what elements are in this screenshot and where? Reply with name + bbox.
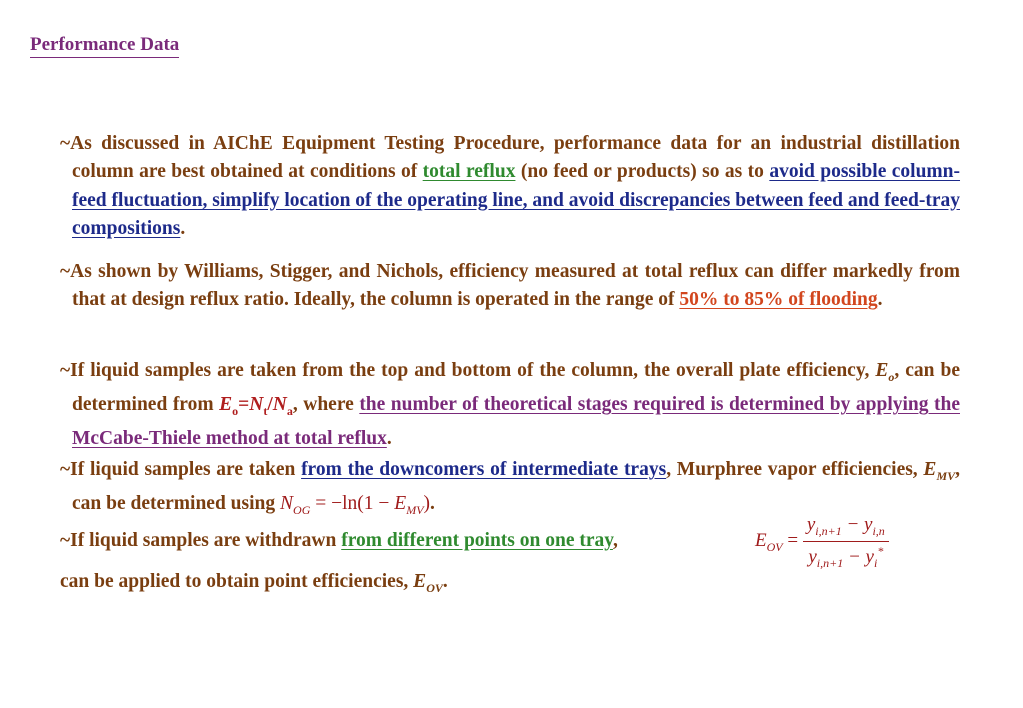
p3-mid1: , can be determined from bbox=[72, 360, 960, 416]
p4-lead: ~If liquid samples are taken bbox=[60, 459, 302, 480]
p2-lead: ~As shown by Williams, Stigger, and Nichols, efficiency measured at total reflux can differ markedly from that at design reflux ratio. Ideally, the column is operated in the range of bbox=[60, 261, 960, 311]
eov-fraction bbox=[803, 514, 889, 571]
paragraph-flooding bbox=[60, 258, 960, 315]
eov-denominator: $y_{i,n+1} - y_i^*$ bbox=[808, 543, 884, 570]
p1-end: . bbox=[180, 217, 186, 239]
eov-symbol: $E_{OV}$ bbox=[413, 571, 443, 595]
p5-end: , bbox=[612, 530, 618, 551]
p3-mid2: , where bbox=[292, 394, 360, 416]
p4-mid1: , Murphree vapor efficiencies, bbox=[666, 459, 924, 480]
paragraph-overall-efficiency bbox=[60, 357, 960, 454]
eov-equation bbox=[755, 514, 889, 571]
nog-equation: $N_{OG} = -\ln(1 - E_{MV})$ bbox=[280, 493, 431, 518]
p4-end: . bbox=[430, 493, 435, 515]
paragraph-point-efficiency bbox=[60, 568, 960, 602]
p2-end: . bbox=[877, 289, 883, 311]
p5-lead: ~If liquid samples are withdrawn bbox=[60, 530, 342, 551]
eov-numerator: $y_{i,n+1} - y_{i,n}$ bbox=[803, 514, 889, 542]
eo-symbol: $E_o$ bbox=[875, 360, 895, 384]
p4-mid2: , can be determined using bbox=[72, 459, 960, 515]
eov-lhs: $E_{OV}$ = bbox=[755, 530, 803, 554]
p3-lead: ~If liquid samples are taken from the top and bottom of the column, the overall plate efficiency, bbox=[60, 360, 876, 381]
total-reflux-link: total reflux bbox=[422, 161, 516, 183]
p3-end: . bbox=[386, 428, 392, 450]
flooding-range-link: 50% to 85% of flooding bbox=[679, 289, 878, 311]
p1-lead: ~As discussed in AIChE Equipment Testing Procedure, performance data for an industrial distillation column are best obtained at conditions of bbox=[60, 133, 960, 183]
downcomers-link: from the downcomers of intermediate trays bbox=[301, 459, 667, 480]
p1-mid: (no feed or products) so as to bbox=[515, 161, 770, 183]
different-points-link: from different points on one tray bbox=[341, 530, 613, 551]
page-title: Performance Data bbox=[30, 33, 179, 58]
paragraph-total-reflux bbox=[60, 130, 960, 243]
p6-end: . bbox=[442, 571, 448, 592]
theoretical-stages-link: the number of theoretical stages required is determined by applying the McCabe-Thiele method at total reflux bbox=[72, 394, 960, 450]
emv-symbol: $E_{MV}$ bbox=[923, 459, 956, 483]
eo-equation: $E_o=N_t/N_a$ bbox=[219, 394, 293, 419]
avoid-fluctuation-link: avoid possible column-feed fluctuation, simplify location of the operating line, and avoid discrepancies between feed and feed-tray compositions bbox=[72, 161, 961, 239]
p6-lead: can be applied to obtain point efficiencies, bbox=[60, 571, 414, 592]
